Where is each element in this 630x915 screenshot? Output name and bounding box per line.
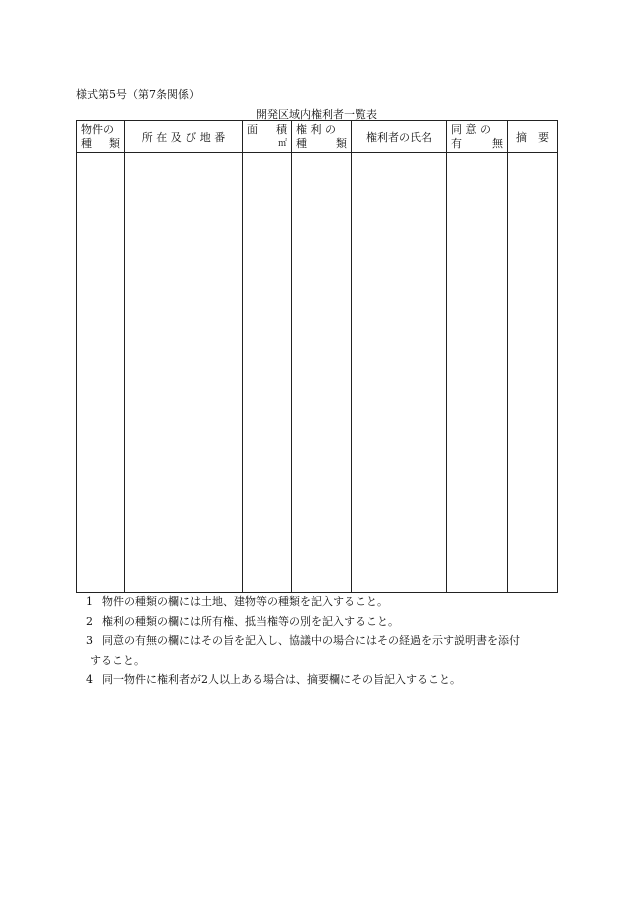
note-item	[86, 670, 558, 690]
note-item	[86, 592, 558, 612]
note-number: 2	[86, 614, 93, 628]
header-property-type-line1: 物件の	[81, 122, 114, 136]
table-body-row	[77, 153, 558, 593]
header-area-line1: 面 積	[247, 122, 287, 136]
header-remarks	[508, 121, 558, 153]
note-item	[86, 612, 558, 632]
cell-remarks	[508, 153, 558, 593]
note-text: 同一物件に権利者が2人以上ある場合は、摘要欄にその旨記入すること。	[102, 673, 461, 686]
note-text: 権利の種類の欄には所有権、抵当権等の別を記入すること。	[102, 614, 399, 628]
header-right-type-line2: 種 類	[296, 136, 347, 150]
header-right-type-line1: 権 利 の	[296, 122, 336, 136]
cell-right-type	[292, 153, 352, 593]
document-title: 開発区域内権利者一覧表	[256, 108, 377, 121]
note-text: 物件の種類の欄には土地、建物等の種類を記入すること。	[102, 595, 388, 608]
header-location	[125, 121, 243, 153]
note-item	[86, 631, 558, 651]
header-holder-name	[352, 121, 447, 153]
header-remarks-label: 摘 要	[516, 130, 549, 144]
header-property-type-line2: 種 類	[81, 136, 120, 150]
header-area	[243, 121, 292, 153]
notes-list	[86, 592, 558, 690]
note-number: 4	[86, 673, 93, 686]
form-number: 様式第5号（第7条関係）	[76, 88, 200, 101]
note-number: 3	[86, 634, 93, 647]
cell-location	[125, 153, 243, 593]
header-consent-line1: 同 意 の	[451, 122, 491, 136]
note-continuation: すること。	[90, 653, 145, 667]
header-location-label: 所 在 及 び 地 番	[141, 130, 226, 144]
header-holder-name-label: 権利者の氏名	[366, 130, 432, 144]
header-consent-line2: 有 無	[451, 136, 503, 150]
header-area-unit: ㎡	[277, 138, 287, 149]
rights-holder-table	[76, 120, 558, 593]
header-consent	[447, 121, 508, 153]
cell-consent	[447, 153, 508, 593]
cell-holder-name	[352, 153, 447, 593]
note-text: 同意の有無の欄にはその旨を記入し、協議中の場合にはその経過を示す説明書を添付	[102, 634, 520, 647]
table-header-row	[77, 121, 558, 153]
header-property-type	[77, 121, 125, 153]
cell-property-type	[77, 153, 125, 593]
cell-area	[243, 153, 292, 593]
header-right-type	[292, 121, 352, 153]
note-number: 1	[86, 595, 93, 608]
